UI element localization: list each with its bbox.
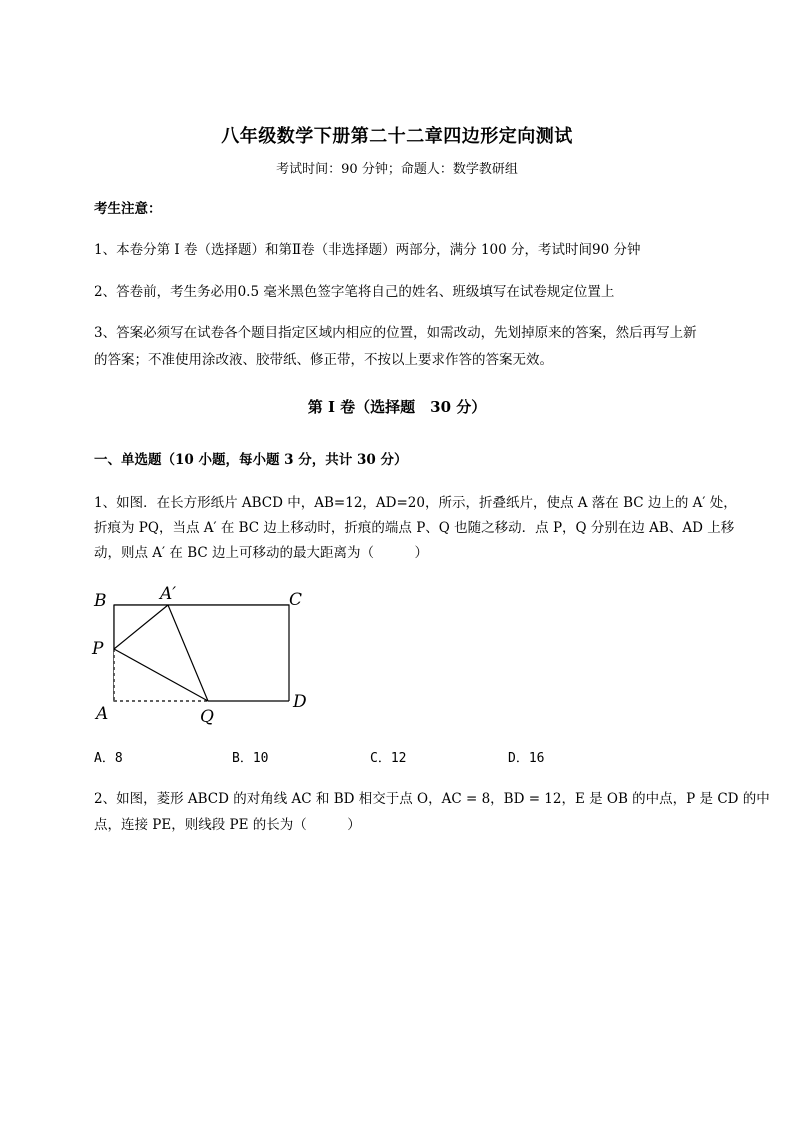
- section-title: 第 I 卷（选择题 30 分）: [307, 398, 487, 416]
- label-d: D: [293, 692, 307, 712]
- part-heading: 一、单选题（10 小题，每小题 3 分，共计 30 分）: [94, 452, 408, 468]
- q2-line-1: 2、如图，菱形 ABCD 的对角线 AC 和 BD 相交于点 O，AC = 8，BD = 12，E 是 OB 的中点，P 是 CD 的中: [94, 791, 770, 807]
- q1-line-2: 折痕为 PQ，当点 A′ 在 BC 边上移动时，折痕的端点 P、Q 也随之移动．点 P，Q 分别在边 AB、AD 上移: [94, 520, 735, 536]
- q1-option-d[interactable]: D．16: [508, 751, 545, 766]
- notice-item-3-cont: 的答案；不准使用涂改液、胶带纸、修正带，不按以上要求作答的答案无效。: [94, 352, 553, 368]
- q1-option-c[interactable]: C．12: [370, 751, 407, 766]
- q1-line-1: 1、如图．在长方形纸片 ABCD 中，AB=12，AD=20，所示，折叠纸片，使点 A 落在 BC 边上的 A′ 处，: [94, 495, 737, 511]
- q1-line-3: 动，则点 A′ 在 BC 边上可移动的最大距离为（ ）: [94, 545, 428, 561]
- q1-rectangle-figure: [88, 582, 328, 732]
- notice-item-3: 3、答案必须写在试卷各个题目指定区域内相应的位置，如需改动，先划掉原来的答案，然后再写上新: [94, 325, 697, 341]
- q1-option-b[interactable]: B．10: [232, 751, 269, 766]
- label-a-prime: A′: [160, 584, 177, 604]
- label-q: Q: [200, 707, 214, 727]
- notice-heading: 考生注意：: [94, 201, 162, 217]
- label-b: B: [94, 591, 107, 611]
- exam-info: 考试时间：90 分钟；命题人：数学教研组: [276, 162, 518, 177]
- q1-options: [94, 747, 694, 771]
- label-c: C: [289, 590, 303, 610]
- page-title: 八年级数学下册第二十二章四边形定向测试: [221, 126, 573, 147]
- q2-line-2: 点，连接 PE，则线段 PE 的长为（ ）: [94, 817, 361, 833]
- notice-item-2: 2、答卷前，考生务必用0.5 毫米黑色签字笔将自己的姓名、班级填写在试卷规定位置上: [94, 284, 615, 300]
- notice-item-1: 1、本卷分第 I 卷（选择题）和第Ⅱ卷（非选择题）两部分，满分 100 分，考试时间90 分钟: [94, 242, 641, 258]
- label-a: A: [96, 704, 109, 724]
- q1-option-a[interactable]: A．8: [94, 751, 123, 766]
- label-p: P: [92, 639, 104, 659]
